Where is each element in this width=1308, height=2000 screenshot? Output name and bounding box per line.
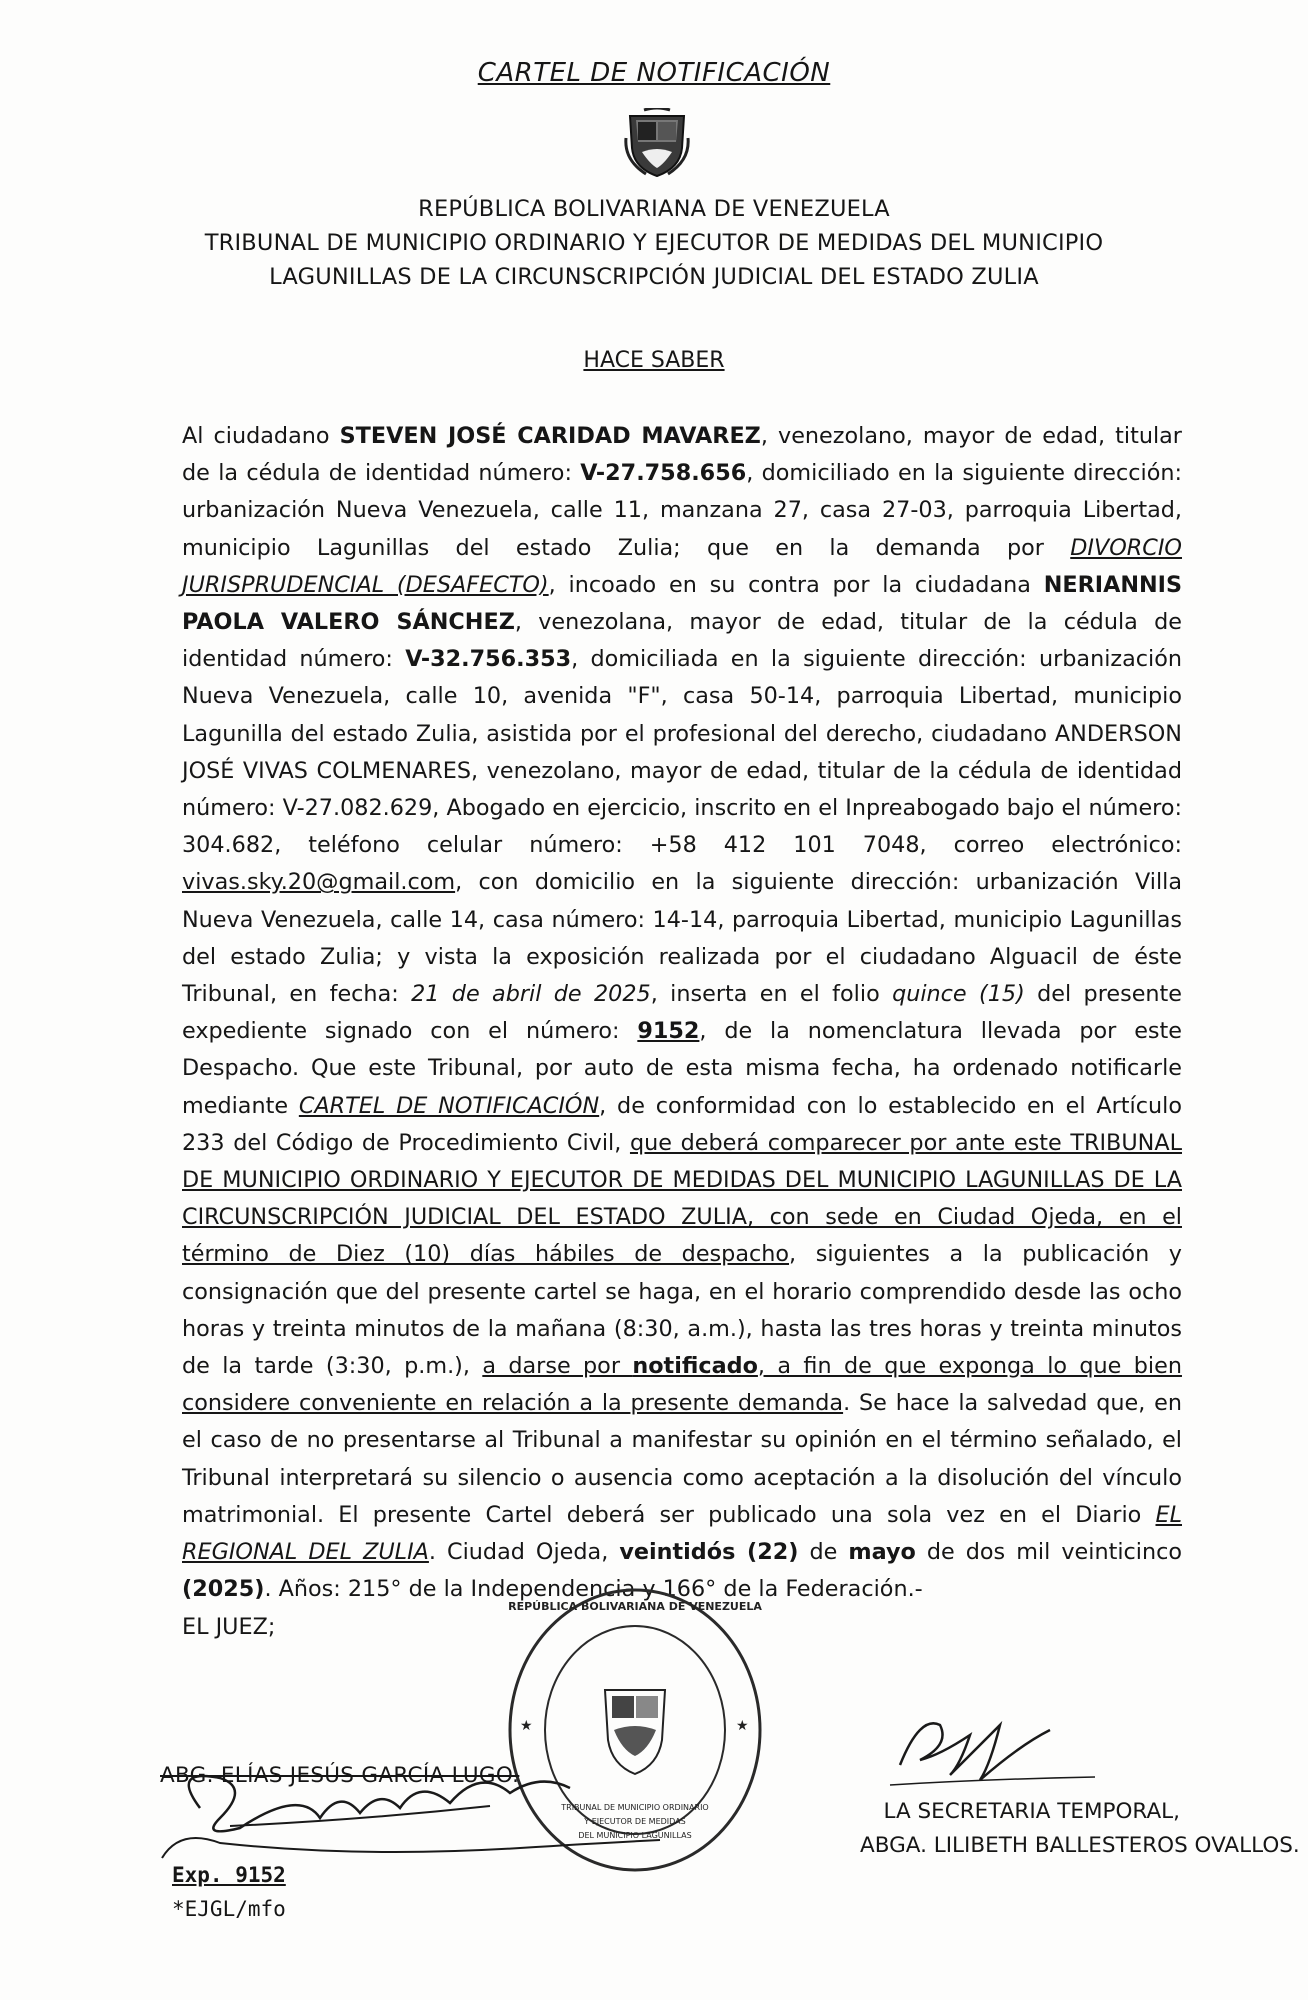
document-title: CARTEL DE NOTIFICACIÓN: [477, 58, 831, 88]
secretary-signature: [880, 1705, 1100, 1800]
header-line-republic: REPÚBLICA BOLIVARIANA DE VENEZUELA: [418, 196, 890, 222]
secretary-name: ABGA. LILIBETH BALLESTEROS OVALLOS.: [860, 1833, 1300, 1858]
svg-text:★: ★: [736, 1718, 749, 1734]
case-number: 9152: [637, 1018, 700, 1045]
case-type: DIVORCIO JURISPRUDENCIAL (DESAFECTO): [182, 534, 1182, 598]
defendant-id: V-27.758.656: [580, 460, 747, 487]
coat-of-arms-icon: [624, 108, 690, 180]
court-header: [0, 192, 1308, 294]
body-paragraph: Al ciudadano STEVEN JOSÉ CARIDAD MAVAREZ, venezolano, mayor de edad, titular de la cédula de identidad número: V-27.758.656, domiciliado en la siguiente dirección: urbanización Nueva Venezuela, calle 11, manzana 27, casa 27-03, parroquia Libertad, municipio Lagunillas del estado Zulia; que en la demanda por DIVORCIO JURISPRUDENCIAL (DESAFECTO), incoado en su contra por la ciudadana NERIANNIS PAOLA VALERO SÁNCHEZ, venezolana, mayor de edad, titular de la cédula de identidad número: V-32.756.353, domiciliada en la siguiente dirección: urbanización Nueva Venezuela, calle 10, avenida "F", casa 50-14, parroquia Libertad, municipio Lagunilla del estado Zulia, asistida por el profesional del derecho, ciudadano ANDERSON JOSÉ VIVAS COLMENARES, venezolano, mayor de edad, titular de la cédula de identidad número: V-27.082.629, Abogado en ejercicio, inscrito en el Inpreabogado bajo el número: 304.682, teléfono celular número: +58 412 101 7048, correo electrónico: vivas.sky.20@gmail.com, con domicilio en la siguiente dirección: urbanización Villa Nueva Venezuela, calle 14, casa número: 14-14, parroquia Libertad, municipio Lagunillas del estado Zulia; y vista la exposición realizada por el ciudadano Alguacil de éste Tribunal, en fecha: 21 de abril de 2025, inserta en el folio quince (15) del presente expediente signado con el número: 9152, de la nomenclatura llevada por este Despacho. Que este Tribunal, por auto de esta misma fecha, ha ordenado notificarle mediante CARTEL DE NOTIFICACIÓN, de conformidad con lo establecido en el Artículo 233 del Código de Procedimiento Civil, que deberá comparecer por ante este TRIBUNAL DE MUNICIPIO ORDINARIO Y EJECUTOR DE MEDIDAS DEL MUNICIPIO LAGUNILLAS DE LA CIRCUNSCRIPCIÓN JUDICIAL DEL ESTADO ZULIA, con sede en Ciudad Ojeda, en el término de Diez (10) días hábiles de despacho, siguientes a la publicación y consignación que del presente cartel se haga, en el horario comprendido desde las ocho horas y treinta minutos de la mañana (8:30, a.m.), hasta las tres horas y treinta minutos de la tarde (3:30, p.m.), a darse por notificado, a fin de que exponga lo que bien considere conveniente en relación a la presente demanda. Se hace la salvedad que, en el caso de no presentarse al Tribunal a manifestar su opinión en el término señalado, el Tribunal interpretará su silencio o ausencia como aceptación a la disolución del vínculo matrimonial. El presente Cartel deberá ser publicado una sola vez en el Diario EL REGIONAL DEL ZULIA. Ciudad Ojeda, veintidós (22) de mayo de dos mil veinticinco (2025). Años: 215° de la Independencia y 166° de la Federación.-: [182, 423, 1183, 1603]
initials: *EJGL/mfo: [172, 1897, 286, 1921]
svg-text:DEL MUNICIPIO LAGUNILLAS: DEL MUNICIPIO LAGUNILLAS: [578, 1831, 692, 1840]
judge-name: ABG. ELÍAS JESÚS GARCÍA LUGO.: [160, 1763, 520, 1788]
appearance-requirement: que deberá comparecer por ante este TRIBUNAL DE MUNICIPIO ORDINARIO Y EJECUTOR DE MEDIDAS DEL MUNICIPIO LAGUNILLAS DE LA CIRCUNSCRIPCIÓN JUDICIAL DEL ESTADO ZULIA, con sede en Ciudad Ojeda, en el término de Diez (10) días hábiles de despacho: [182, 1129, 1182, 1268]
header-line-tribunal: TRIBUNAL DE MUNICIPIO ORDINARIO Y EJECUTOR DE MEDIDAS DEL MUNICIPIO: [204, 230, 1104, 256]
defendant-name: STEVEN JOSÉ CARIDAD MAVAREZ: [339, 423, 761, 449]
plaintiff-name: NERIANNIS PAOLA VALERO SÁNCHEZ: [182, 571, 1183, 636]
hace-saber-heading: HACE SABER: [583, 348, 725, 373]
svg-text:Y EJECUTOR DE MEDIDAS: Y EJECUTOR DE MEDIDAS: [584, 1817, 686, 1826]
plaintiff-id: V-32.756.353: [405, 646, 572, 673]
svg-text:★: ★: [520, 1718, 533, 1734]
folio-number: quince (15): [892, 981, 1025, 1008]
notice-body: [182, 418, 1182, 1646]
svg-text:REPÚBLICA BOLIVARIANA DE VENEZ: REPÚBLICA BOLIVARIANA DE VENEZUELA: [508, 1600, 762, 1613]
file-reference: [172, 1858, 286, 1926]
header-line-jurisdiction: LAGUNILLAS DE LA CIRCUNSCRIPCIÓN JUDICIAL DEL ESTADO ZULIA: [269, 264, 1039, 290]
judge-label: EL JUEZ;: [182, 1613, 276, 1640]
report-date: 21 de abril de 2025: [411, 981, 651, 1008]
expediente-number: Exp. 9152: [172, 1863, 286, 1887]
newspaper-name: EL REGIONAL DEL ZULIA: [182, 1501, 1182, 1566]
email-link[interactable]: vivas.sky.20@gmail.com: [182, 869, 456, 896]
cartel-reference: CARTEL DE NOTIFICACIÓN: [298, 1092, 600, 1119]
secretary-block: [860, 1795, 1300, 1863]
secretary-label: LA SECRETARIA TEMPORAL,: [883, 1799, 1180, 1824]
svg-text:TRIBUNAL DE MUNICIPIO ORDINARI: TRIBUNAL DE MUNICIPIO ORDINARIO: [561, 1803, 709, 1812]
